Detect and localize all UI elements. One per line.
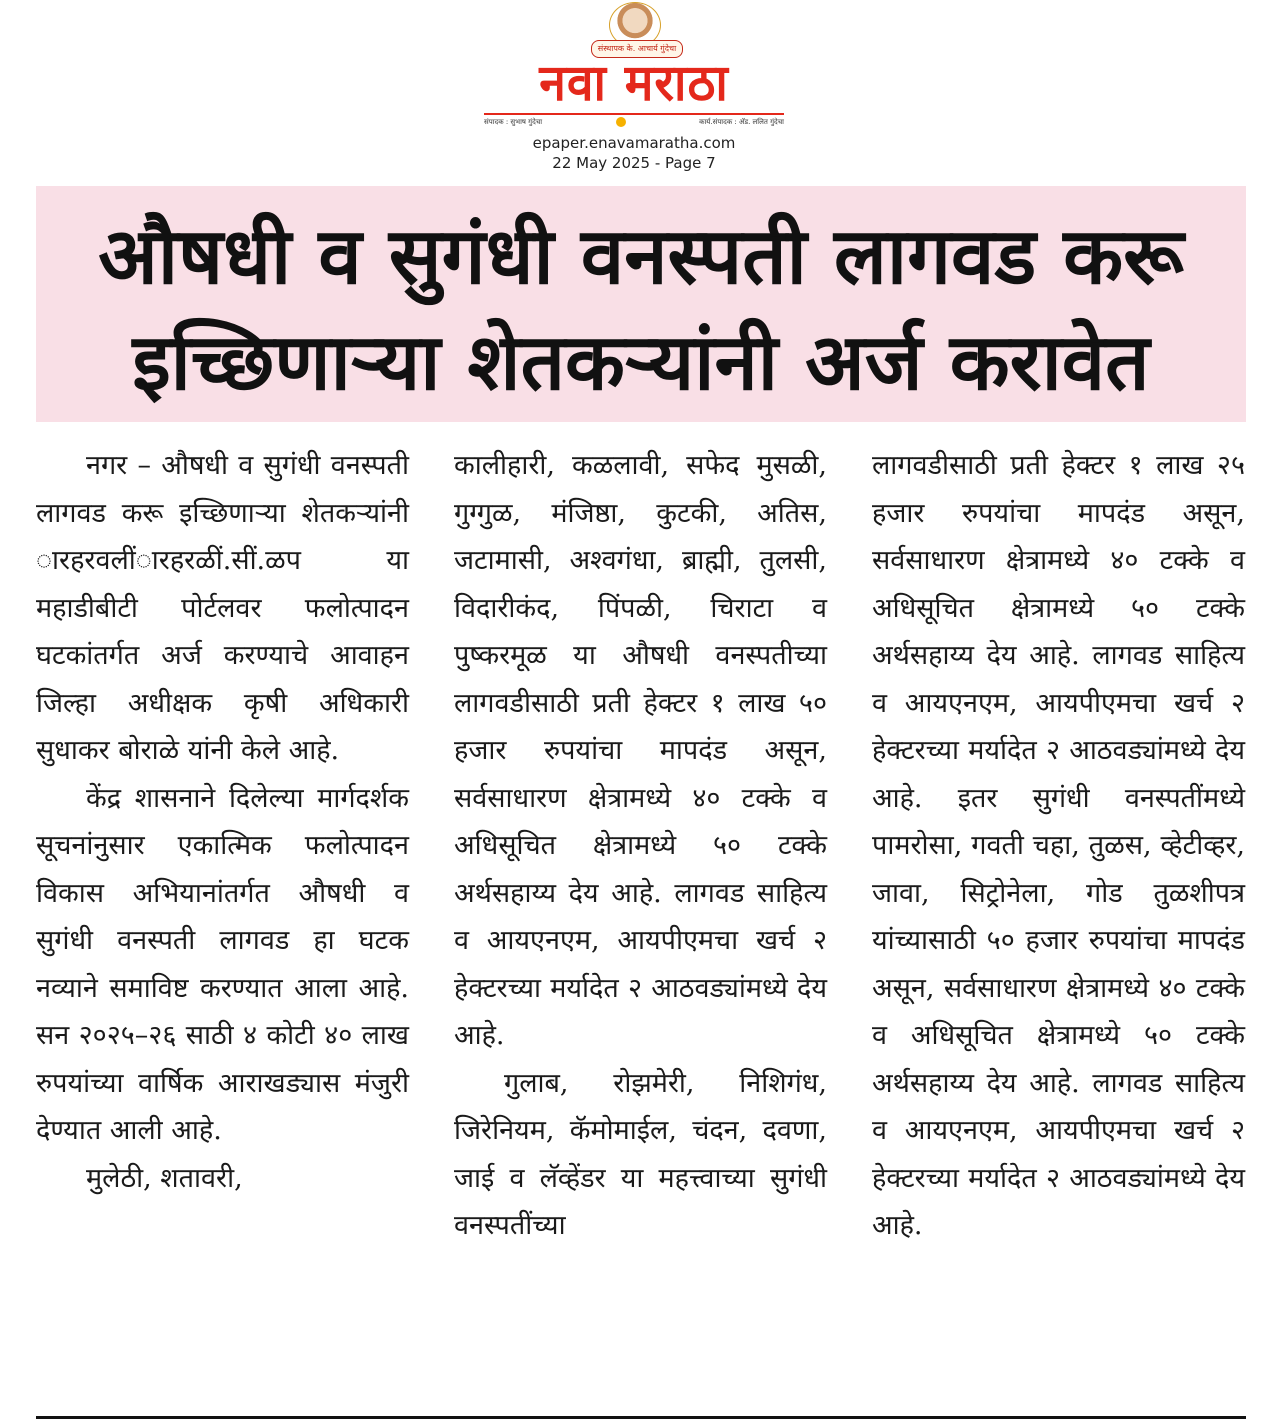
editor-strip [484,113,784,129]
website-url: epaper.enavamaratha.com [532,134,736,152]
editor-left: संपादक : सुभाष गुंदेचा [484,117,543,126]
editor-right: कार्य.संपादक : अ‍ॅड. ललित गुंदेचा [699,117,784,126]
masthead [0,0,1268,180]
column-2 [454,442,827,1250]
newspaper-logo: नवा मराठा [539,53,729,113]
column-1 [36,442,409,1250]
paragraph: गुलाब, रोझमेरी, निशिगंध, जिरेनियम, कॅमोमाईल, चंदन, दवणा, जाई व लॅव्हेंडर या महत्त्वाच्या सुगंधी वनस्पतींच्या [454,1067,827,1241]
column-3 [872,442,1245,1250]
founder-ribbon: संस्थापक के. आचार्य गुंदेचा [591,40,683,58]
paragraph: नगर – औषधी व सुगंधी वनस्पती लागवड करू इच्छिणाऱ्या शेतकऱ्यांनी ारहरवलींारहरळीं.सीं.ळप या महाडीबीटी पोर्टलवर फलोत्पादन घटकांतर्गत अर्ज करण्याचे आवाहन जिल्हा अधीक्षक कृषी अधिकारी सुधाकर बोराळे यांनी केले आहे. [36,450,409,766]
article-body [36,442,1246,1250]
date-page: 22 May 2025 - Page 7 [552,154,716,172]
paragraph: कालीहारी, कळलावी, सफेद मुसळी, गुग्गुळ, मंजिष्ठा, कुटकी, अतिस, जटामासी, अश्वगंधा, ब्राह्मी, तुलसी, विदारीकंद, पिंपळी, चिराटा व पुष्करमूळ या औषधी वनस्पतीच्या लागवडीसाठी प्रती हेक्टर १ लाख ५० हजार रुपयांचा मापदंड असून, सर्वसाधारण क्षेत्रामध्ये ४० टक्के व अधिसूचित क्षेत्रामध्ये ५० टक्के अर्थसहाय्य देय आहे. लागवड साहित्य व आयएनएम, आयपीएमचा खर्च २ हेक्टरच्या मर्यादेत २ आठवड्यांमध्ये देय आहे. [454,450,827,1051]
paragraph: केंद्र शासनाने दिलेल्या मार्गदर्शक सूचनांनुसार एकात्मिक फलोत्पादन विकास अभियानांतर्गत औषधी व सुगंधी वनस्पती लागवड हा घटक नव्याने समाविष्ट करण्यात आला आहे. सन २०२५–२६ साठी ४ कोटी ४० लाख रुपयांच्या वार्षिक आराखड्यास मंजुरी देण्यात आली आहे. [36,782,409,1146]
headline-box [36,186,1246,422]
paragraph: मुलेठी, शतावरी, [86,1162,243,1194]
headline: औषधी व सुगंधी वनस्पती लागवड करू इच्छिणाऱ्या शेतकऱ्यांनी अर्ज करावेत [98,212,1184,408]
sun-icon [616,117,626,127]
bottom-rule [36,1416,1246,1419]
paragraph: लागवडीसाठी प्रती हेक्टर १ लाख २५ हजार रुपयांचा मापदंड असून, सर्वसाधारण क्षेत्रामध्ये ४० टक्के व अधिसूचित क्षेत्रामध्ये ५० टक्के अर्थसहाय्य देय आहे. लागवड साहित्य व आयएनएम, आयपीएमचा खर्च २ हेक्टरच्या मर्यादेत २ आठवड्यांमध्ये देय आहे. इतर सुगंधी वनस्पतींमध्ये पामरोसा, गवती चहा, तुळस, व्हेटीव्हर, जावा, सिट्रोनेला, गोड तुळशीपत्र यांच्यासाठी ५० हजार रुपयांचा मापदंड असून, सर्वसाधारण क्षेत्रामध्ये ४० टक्के व अधिसूचित क्षेत्रामध्ये ५० टक्के अर्थसहाय्य देय आहे. लागवड साहित्य व आयएनएम, आयपीएमचा खर्च २ हेक्टरच्या मर्यादेत २ आठवड्यांमध्ये देय आहे. [872,450,1245,1241]
